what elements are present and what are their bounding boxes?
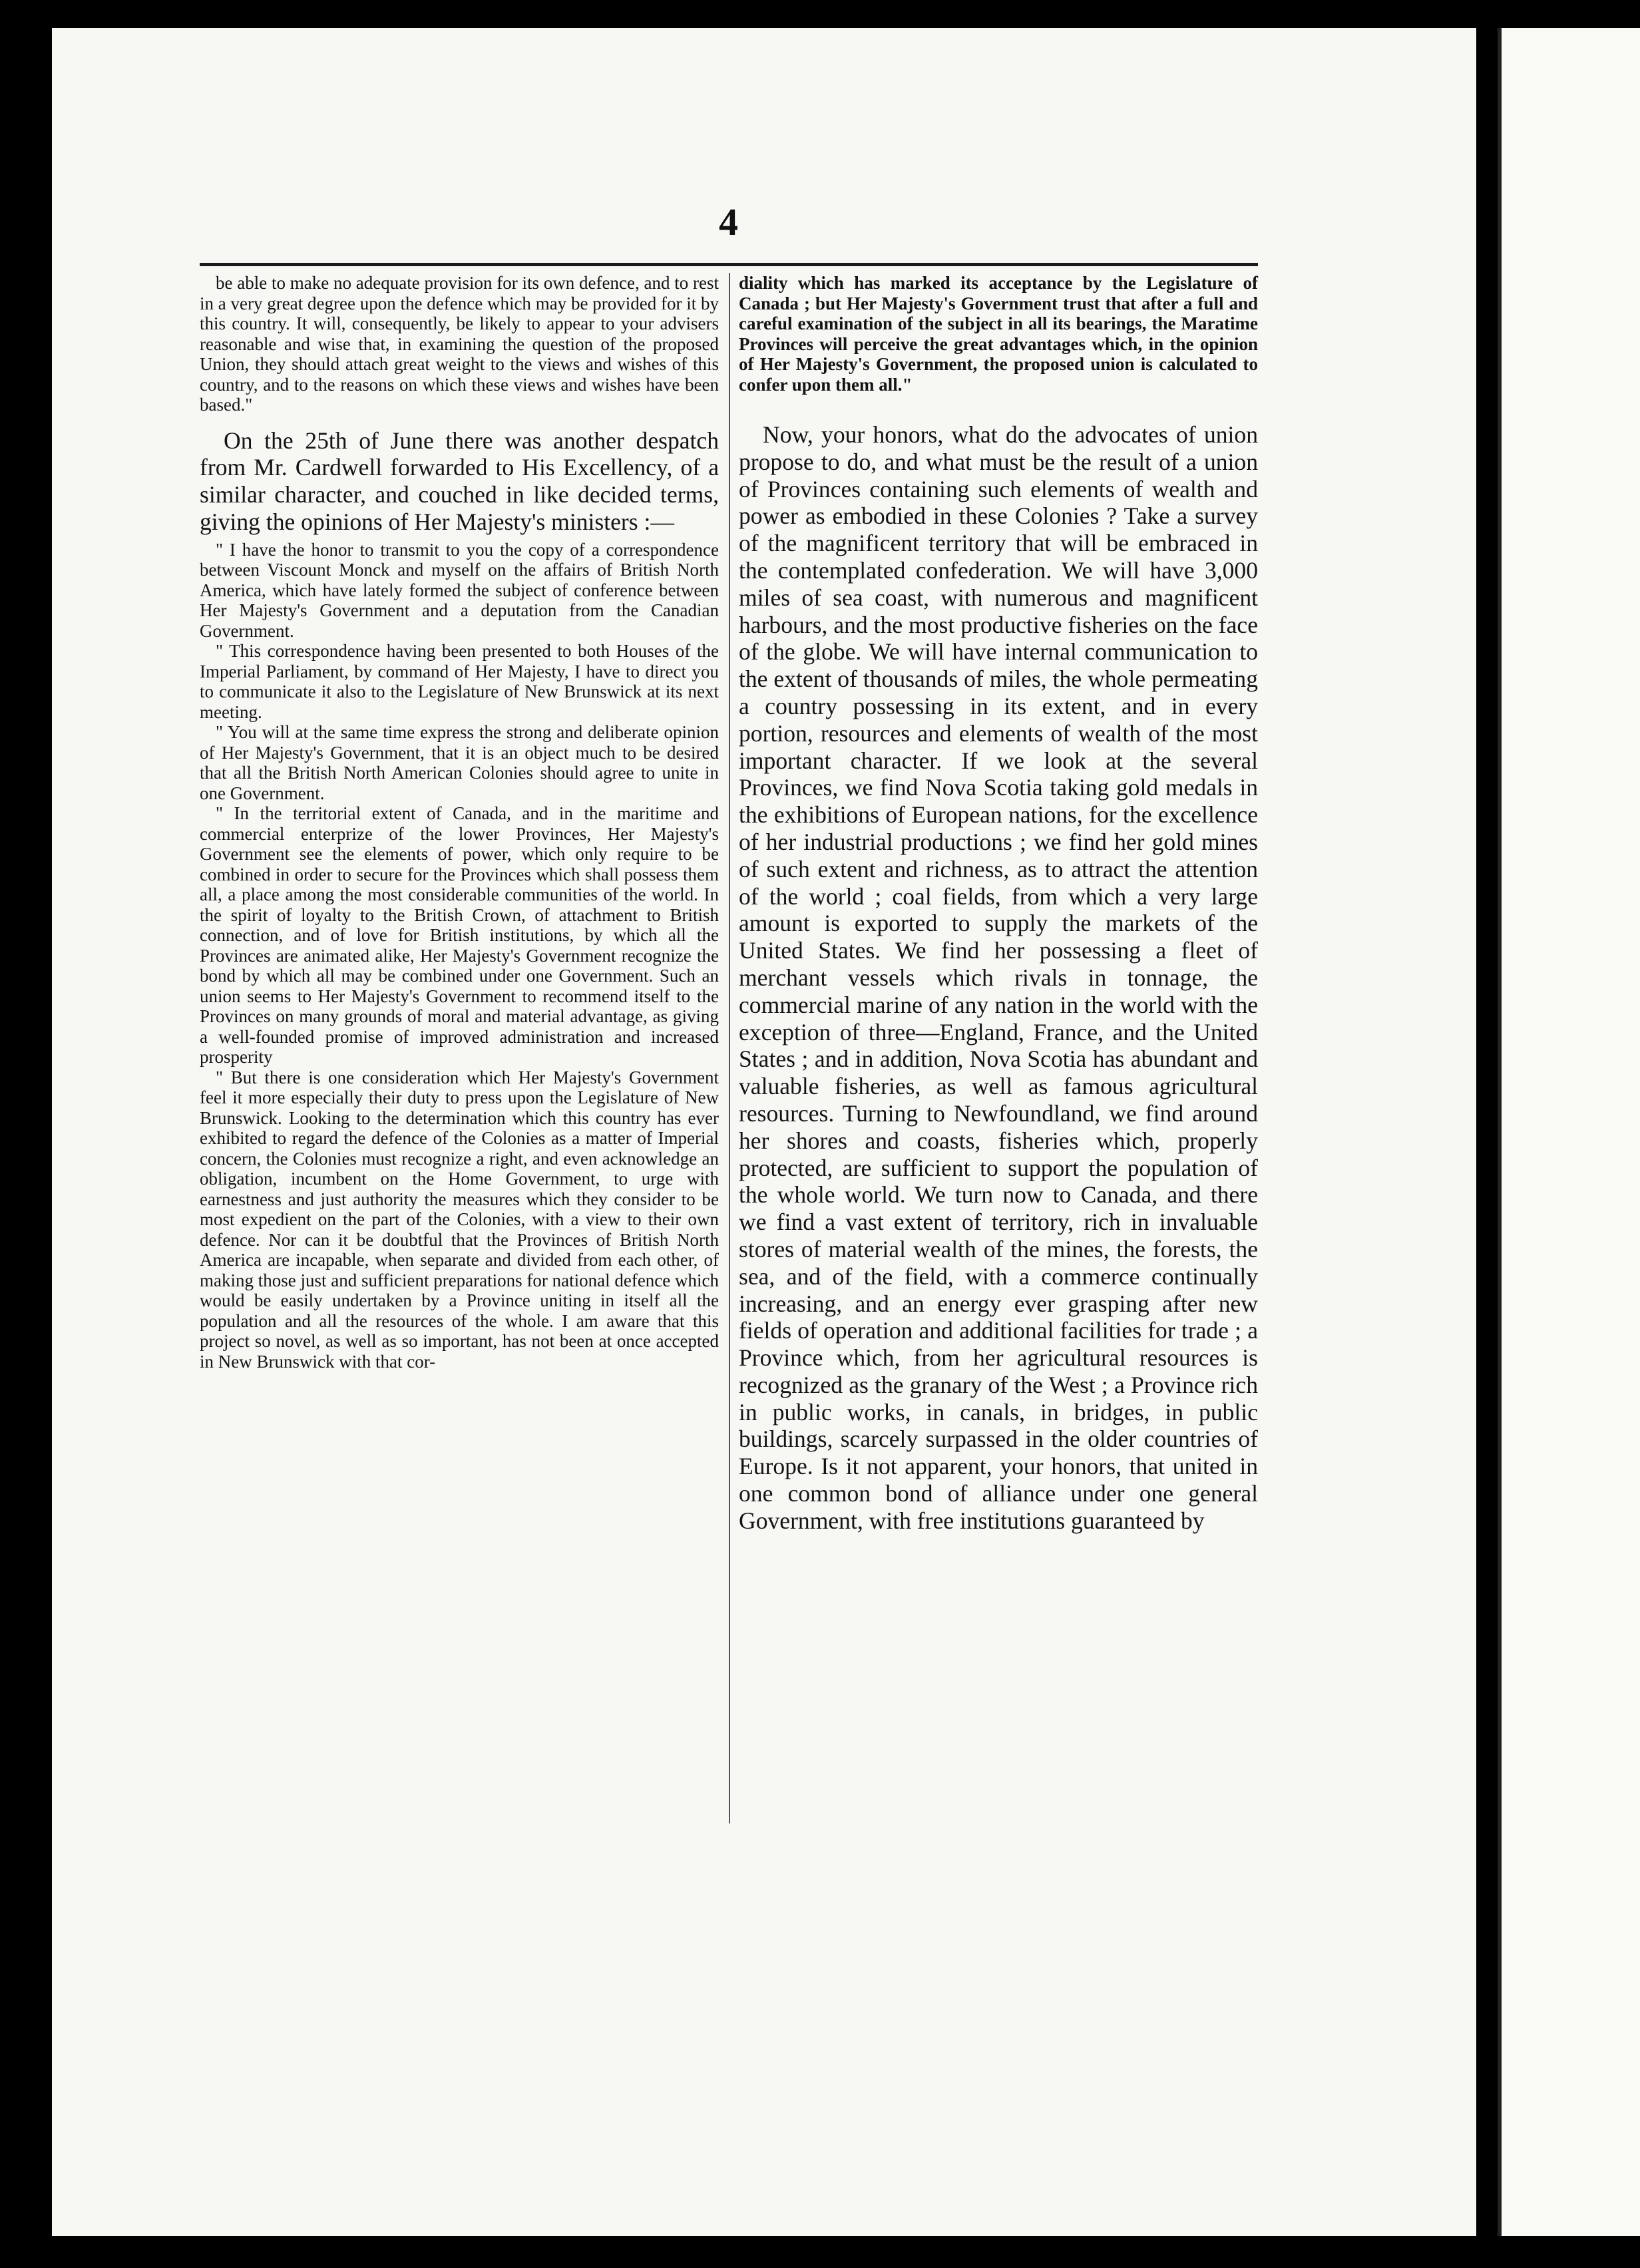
quote-paragraph: " I have the honor to transmit to you the copy of a correspondence between Viscount Monck and myself on the affairs of British North America, which have lately formed the subject of conference between Her Majesty's Government and a deputation from the Canadian Government. — [200, 539, 719, 641]
quote-paragraph: " But there is one consideration which Her Majesty's Government feel it more especially their duty to press upon the Legislature of New Brunswick. Looking to the determination which this country has ever exhibited to regard the defence of the Colonies as a matter of Imperial concern, the Colonies must recognize a right, and even acknowledge an obligation, incumbent on the Home Government, to urge with earnestness and just authority the measures which they consider to be most expedient on the part of the Colonies, with a view to their own defence. Nor can it be doubtful that the Provinces of British North America are incapable, when separate and divided from each other, of making those just and sufficient preparations for national defence which would be easily undertaken by a Province uniting in itself all the population and all the resources of the whole. I am aware that this project so novel, as well as so important, has not been at once accepted in New Brunswick with that cor- — [200, 1067, 719, 1372]
adjacent-page-edge — [1498, 28, 1640, 2236]
quote-paragraph: " You will at the same time express the strong and deliberate opinion of Her Majesty's Government, that it is an object much to be desired that all the British North American Colonies should agree to unite in one Government. — [200, 722, 719, 803]
right-column — [739, 273, 1258, 1539]
left-column — [200, 273, 719, 1372]
body-paragraph: On the 25th of June there was another despatch from Mr. Cardwell forwarded to His Excellency, of a similar character, and couched in like decided terms, giving the opinions of Her Majesty's ministers :— — [200, 427, 719, 535]
quote-paragraph: " In the territorial extent of Canada, and in the maritime and commercial enterprize of the lower Provinces, Her Majesty's Government see the elements of power, which only require to be combined in order to secure for the Provinces which shall possess them all, a place among the most considerable communities of the world. In the spirit of loyalty to the British Crown, of attachment to British connection, and of love for British institutions, by which all the Provinces are animated alike, Her Majesty's Government recognize the bond by which all may be combined under one Government. Such an union seems to Her Majesty's Government to recommend itself to the Provinces on many grounds of moral and material advantage, as giving a well-founded promise of improved administration and increased prosperity — [200, 803, 719, 1067]
column-divider — [729, 273, 730, 1823]
header-rule — [200, 263, 1258, 266]
quote-paragraph: " This correspondence having been presented to both Houses of the Imperial Parliament, by command of Her Majesty, I have to direct you to communicate it also to the Legislature of New Brunswick at its next meeting. — [200, 641, 719, 722]
page-number: 4 — [719, 200, 738, 244]
quote-continuation: be able to make no adequate provision for its own defence, and to rest in a very great degree upon the defence which may be provided for it by this country. It will, consequently, be likely to appear to your advisers reasonable and wise that, in examining the question of the proposed Union, they should attach great weight to the views and wishes of this country, and to the reasons on which these views and wishes have been based." — [200, 273, 719, 415]
body-paragraph: Now, your honors, what do the advocates of union propose to do, and what must be the result of a union of Provinces containing such elements of wealth and power as embodied in these Colonies ? Take a survey of the magnificent territory that will be embraced in the contemplated confederation. We will have 3,000 miles of sea coast, with numerous and magnificent harbours, and the most productive fisheries on the face of the globe. We will have internal communication to the extent of thousands of miles, the whole permeating a country possessing in its extent, and in every portion, resources and elements of wealth of the most important character. If we look at the several Provinces, we find Nova Scotia taking gold medals in the exhibitions of European nations, for the excellence of her industrial productions ; we find her gold mines of such extent and richness, as to attract the attention of the world ; coal fields, from which a very large amount is exported to supply the markets of the United States. We find her possessing a fleet of merchant vessels which rivals in tonnage, the commercial marine of any nation in the world with the exception of three—England, France, and the United States ; and in addition, Nova Scotia has abundant and valuable fisheries, as well as famous agricultural resources. Turning to Newfoundland, we find around her shores and coasts, fisheries which, properly protected, are sufficient to support the population of the whole world. We turn now to Canada, and there we find a vast extent of territory, rich in invaluable stores of material wealth of the mines, the forests, the sea, and of the field, with a commerce continually increasing, and an energy ever grasping after new fields of operation and additional facilities for trade ; a Province which, from her agricultural resources is recognized as the granary of the West ; a Province rich in public works, in canals, in bridges, in public buildings, scarcely surpassed in the older countries of Europe. Is it not apparent, your honors, that united in one common bond of alliance under one general Government, with free institutions guaranteed by — [739, 421, 1258, 1534]
quote-continuation: diality which has marked its acceptance by the Legislature of Canada ; but Her Majesty's Government trust that after a full and careful examination of the subject in all its bearings, the Maratime Provinces will perceive the great advantages which, in the opinion of Her Majesty's Government, the proposed union is calculated to confer upon them all." — [739, 273, 1258, 395]
